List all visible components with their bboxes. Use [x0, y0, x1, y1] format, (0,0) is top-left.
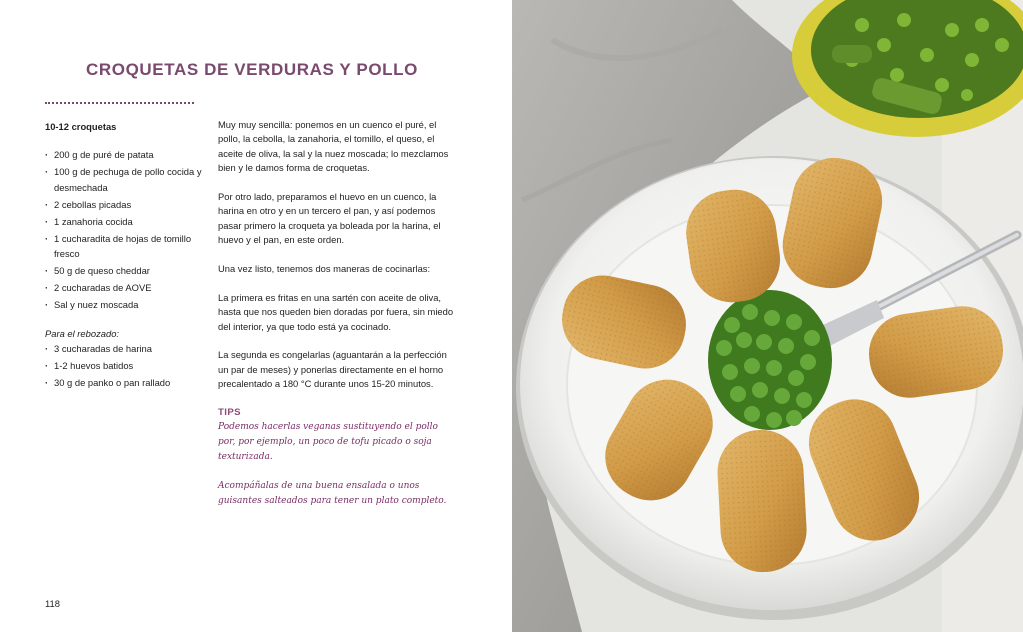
tips-heading: TIPS — [218, 407, 241, 419]
peas — [708, 290, 832, 430]
tip-paragraph: Acompáñalas de una buena ensalada o unos guisantes salteados para tener un plato completo. — [218, 480, 447, 506]
ingredient-item: · 50 g de queso cheddar — [45, 263, 205, 278]
tip-paragraph: Podemos hacerlas veganas sustituyendo el pollo por, por ejemplo, un poco de tofu picado o soja texturizada. — [218, 422, 438, 463]
rebozado-item: · 1-2 huevos batidos — [45, 358, 205, 373]
instruction-paragraph: Muy muy sencilla: ponemos en un cuenco el puré, el pollo, la cebolla, la zanahoria, el tomillo, el queso, el aceite de oliva, la sal y la nuez moscada; lo mezclamos bien y le damos forma de croquetas. — [218, 119, 449, 174]
ingredient-item: · Sal y nuez moscada — [45, 297, 205, 312]
instruction-paragraph: La segunda es congelarlas (aguantarán a la perfección un par de meses) y ponerlas directamente en el horno precalentado a 180 °C durante unos 15-20 minutos. — [218, 349, 447, 390]
rebozado-list — [45, 341, 205, 390]
instruction-paragraph: Una vez listo, tenemos dos maneras de cocinarlas: — [218, 263, 431, 275]
ingredients-list — [45, 147, 205, 312]
portions-label: 10-12 croquetas — [45, 121, 117, 132]
ingredients-column — [45, 119, 205, 392]
ingredient-item: · 1 cucharadita de hojas de tomillo fresco — [45, 231, 205, 262]
food-illustration — [512, 0, 1023, 632]
recipe-title: CROQUETAS DE VERDURAS Y POLLO — [86, 60, 418, 79]
instruction-paragraph: La primera es fritas en una sartén con aceite de oliva, hasta que nos queden bien doradas por fuera, sin miedo del interior, ya que todo está ya cocinado. — [218, 291, 454, 332]
ingredient-item: · 2 cucharadas de AOVE — [45, 280, 205, 295]
ingredient-item: · 100 g de pechuga de pollo cocida y desmechada — [45, 164, 205, 195]
rebozado-item: · 30 g de panko o pan rallado — [45, 375, 205, 390]
rebozado-heading: Para el rebozado: — [45, 327, 120, 339]
dotted-divider — [45, 102, 194, 104]
instructions-column — [218, 118, 454, 522]
rebozado-item: · 3 cucharadas de harina — [45, 341, 205, 356]
instruction-paragraph: Por otro lado, preparamos el huevo en un cuenco, la harina en otro y en un tercero el pan, y así podemos pasar primero la croqueta ya boleada por la harina, el huevo y el pan, en este orden. — [218, 191, 441, 246]
page-number: 118 — [45, 598, 60, 609]
ingredient-item: · 2 cebollas picadas — [45, 197, 205, 212]
ingredient-item: · 200 g de puré de patata — [45, 147, 205, 162]
ingredient-item: · 1 zanahoria cocida — [45, 214, 205, 229]
croquetas-photo — [512, 0, 1023, 632]
